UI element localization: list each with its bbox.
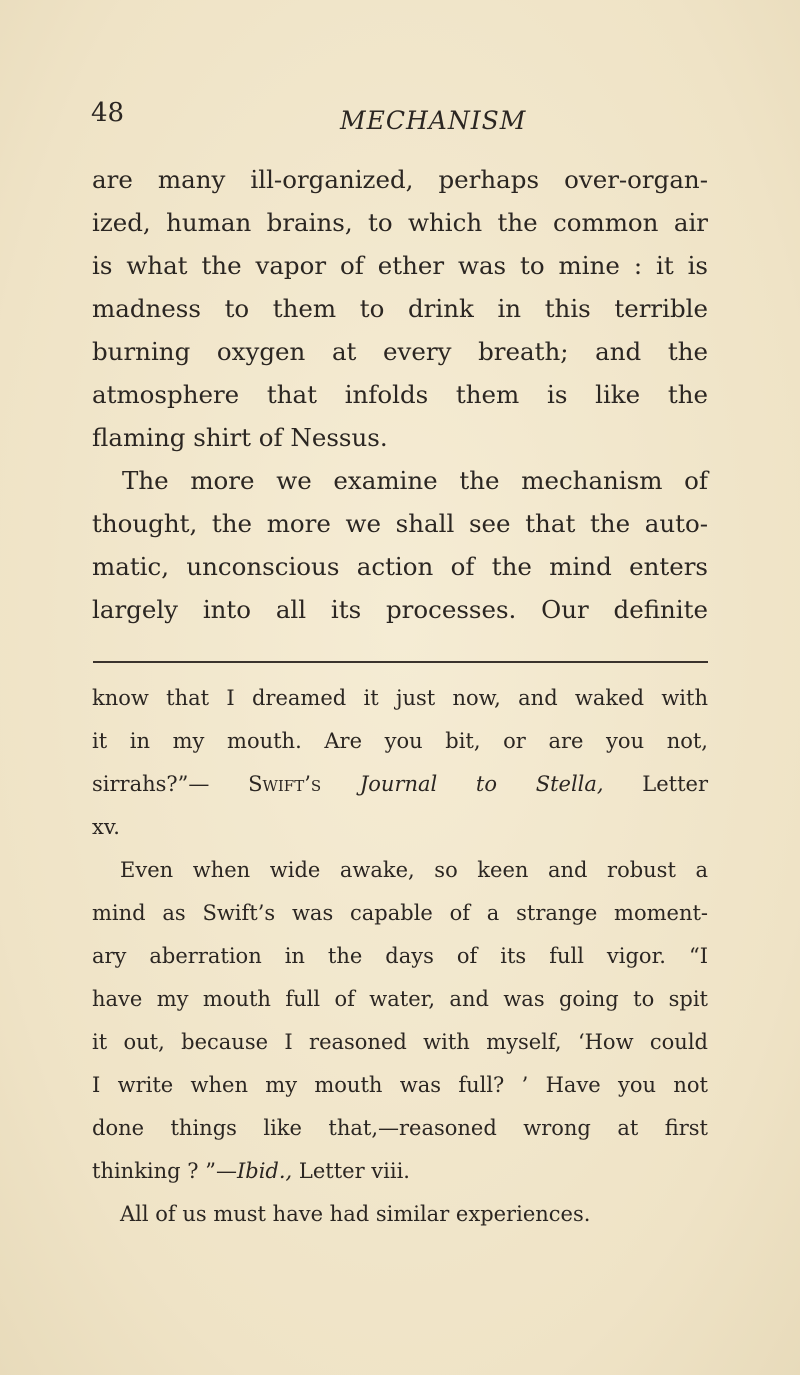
body-line: largely into all its processes. Our definite [92, 595, 708, 624]
footnote-line: I write when my mouth was full? ’ Have you not [92, 1073, 708, 1097]
body-line: flaming shirt of Nessus. [92, 423, 388, 452]
body-line: madness to them to drink in this terrible [92, 294, 708, 323]
citation-quote-end: sirrahs?”— [92, 772, 210, 796]
footnote-line: All of us must have had similar experiences. [120, 1202, 591, 1226]
body-line: The more we examine the mechanism of [122, 466, 708, 495]
footnote-line: mind as Swift’s was capable of a strange moment- [92, 901, 708, 925]
footnote [92, 680, 708, 1239]
footnote-line: have my mouth full of water, and was going to spit [92, 987, 708, 1011]
page-number: 48 [91, 98, 125, 128]
body-line: is what the vapor of ether was to mine : it is [92, 251, 708, 280]
citation-title: Journal to Stella, [359, 772, 604, 796]
body-line: matic, unconscious action of the mind enters [92, 552, 708, 581]
footnote-line: it in my mouth. Are you bit, or are you not, [92, 729, 708, 753]
running-title: MECHANISM [340, 106, 527, 135]
footnote-line: know that I dreamed it just now, and waked with [92, 686, 708, 710]
footnote-line-citation [92, 766, 708, 809]
body-line: thought, the more we shall see that the auto- [92, 509, 708, 538]
footnote-line: ary aberration in the days of its full vigor. “I [92, 944, 708, 968]
body-line: ized, human brains, to which the common air [92, 208, 708, 237]
body-line: atmosphere that infolds them is like the [92, 380, 708, 409]
footnote-line: done things like that,—reasoned wrong at first [92, 1116, 708, 1140]
citation-letter: Letter [642, 772, 708, 796]
ibid-reference: Ibid., [236, 1159, 293, 1183]
footnote-line: xv. [92, 815, 120, 839]
footnote-divider [93, 661, 708, 663]
footnote-line-ibid [92, 1153, 708, 1196]
ibid-quote-end: thinking ? ”— [92, 1159, 237, 1183]
footnote-line: Even when wide awake, so keen and robust a [120, 858, 708, 882]
citation-author: Swift’s [248, 772, 322, 796]
body-line: burning oxygen at every breath; and the [92, 337, 708, 366]
footnote-line: it out, because I reasoned with myself, ‘How could [92, 1030, 708, 1054]
body-text [92, 158, 708, 631]
ibid-letter: Letter viii. [298, 1159, 410, 1183]
body-line: are many ill-organized, perhaps over-organ- [92, 165, 708, 194]
